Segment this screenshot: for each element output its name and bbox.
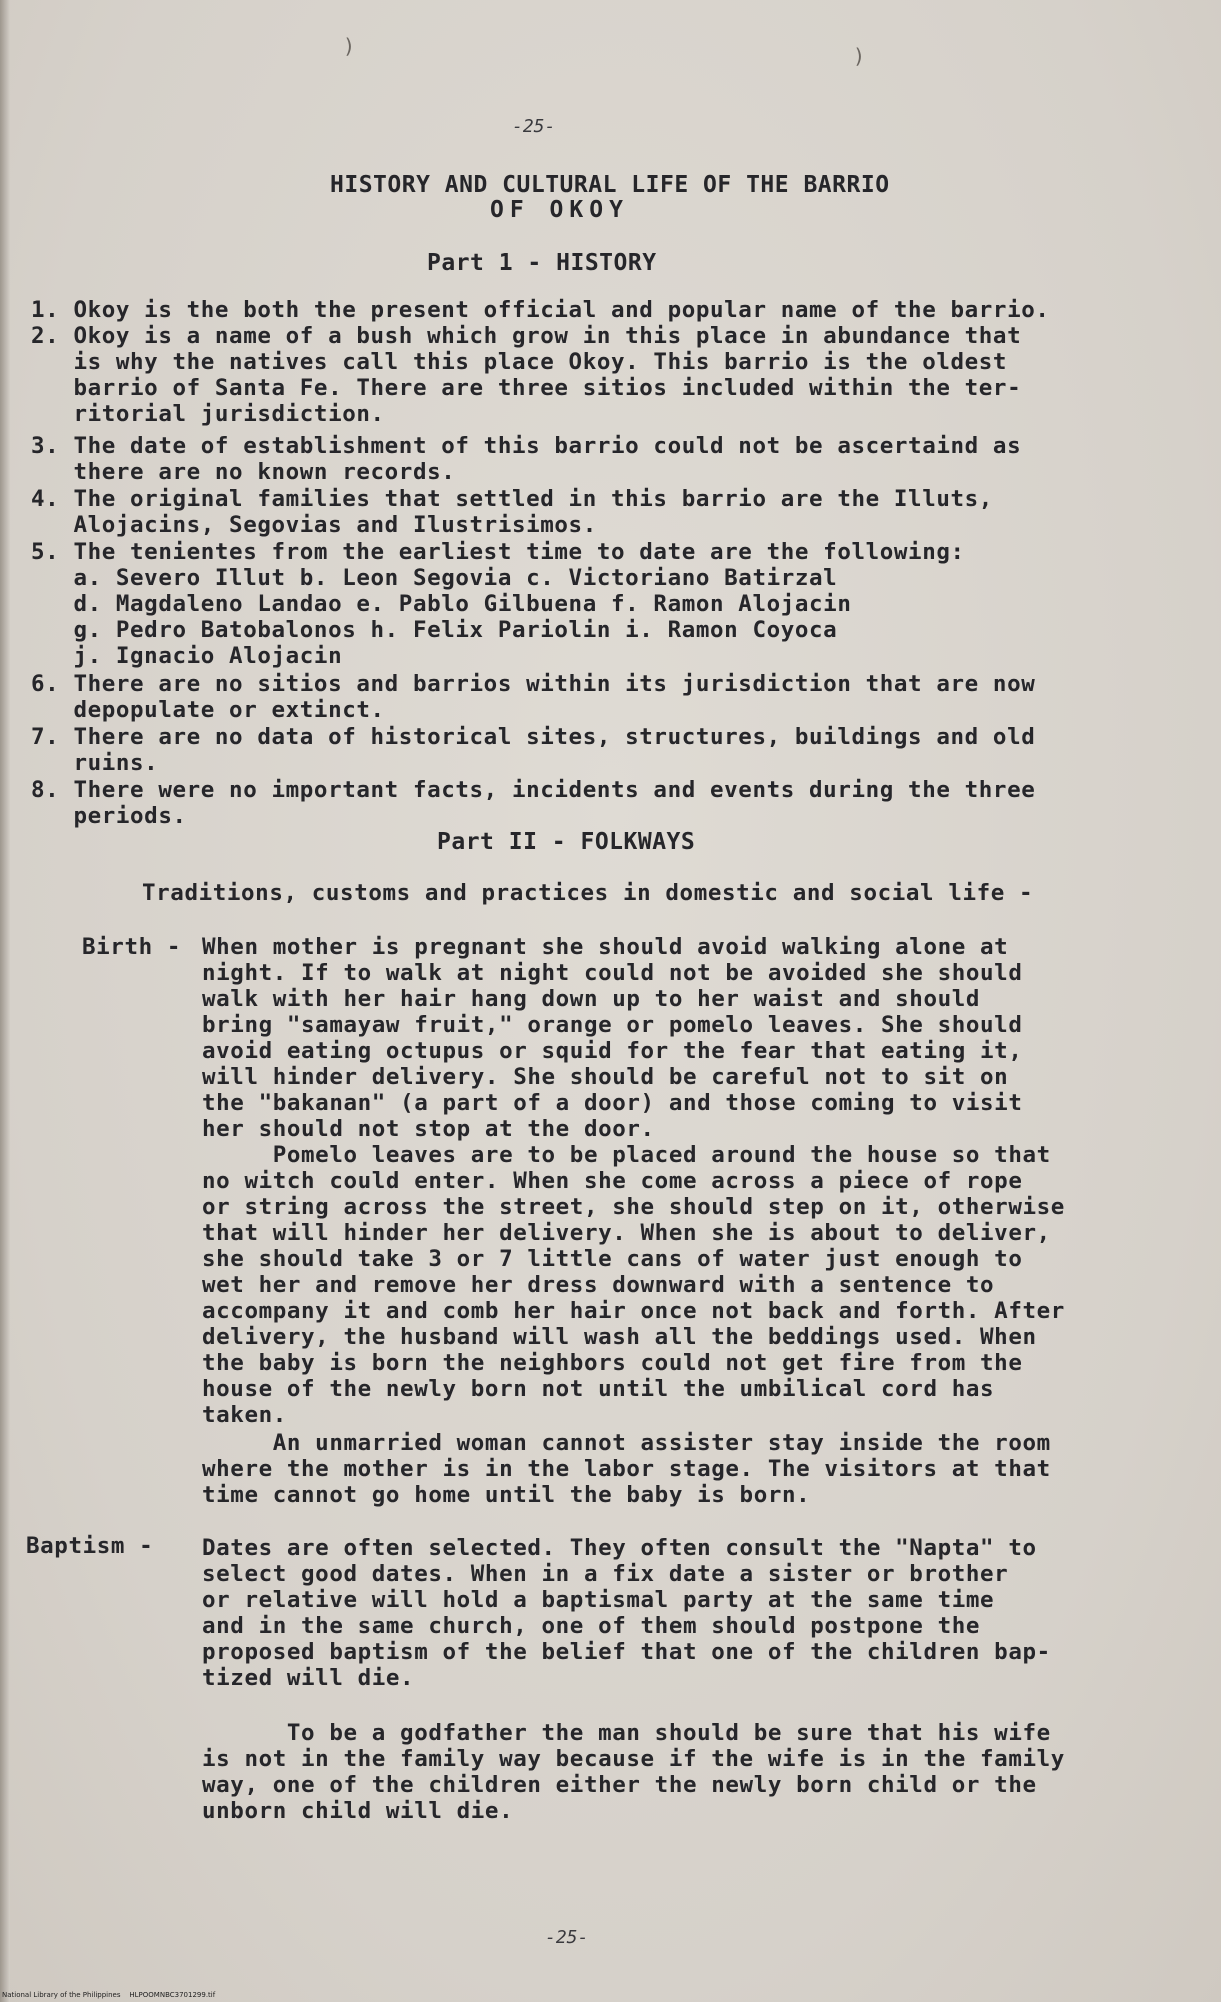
birth-line: house of the newly born not until the umbilical cord has [202, 1376, 995, 1402]
birth-line: no witch could enter. When she come across a piece of rope [202, 1168, 1023, 1194]
page-edge-shadow [0, 0, 10, 2002]
baptism-line: tized will die. [202, 1665, 415, 1691]
baptism-line: is not in the family way because if the wife is in the family [202, 1746, 1065, 1772]
birth-line: where the mother is in the labor stage. The visitors at that [202, 1456, 1051, 1482]
baptism-line: and in the same church, one of them should postpone the [202, 1613, 981, 1639]
birth-line: time cannot go home until the baby is born. [202, 1482, 811, 1508]
history-line: 2. Okoy is a name of a bush which grow in this place in abundance that [31, 323, 1022, 349]
baptism-line: proposed baptism of the belief that one of the children bap- [202, 1639, 1051, 1665]
baptism-line: or relative will hold a baptismal party at the same time [202, 1587, 995, 1613]
history-line: barrio of Santa Fe. There are three sitios included within the ter- [31, 375, 1022, 401]
baptism-line: Dates are often selected. They often consult the "Napta" to [202, 1535, 1037, 1561]
birth-line: her should not stop at the door. [202, 1116, 655, 1142]
part1-heading: Part 1 - HISTORY [427, 250, 657, 276]
history-line: ruins. [31, 750, 159, 776]
staple-hole-mark-right: ) [853, 44, 866, 68]
baptism-label: Baptism - [26, 1533, 154, 1559]
history-line: a. Severo Illut b. Leon Segovia c. Victoriano Batirzal [31, 565, 838, 591]
history-line: 6. There are no sitios and barrios within its jurisdiction that are now [31, 671, 1036, 697]
traditions-line: Traditions, customs and practices in domestic and social life - [142, 880, 1034, 906]
history-line: 3. The date of establishment of this barrio could not be ascertaind as [31, 433, 1022, 459]
birth-line: taken. [202, 1402, 287, 1428]
birth-line: the "bakanan" (a part of a door) and those coming to visit [202, 1090, 1023, 1116]
birth-line: Pomelo leaves are to be placed around the house so that [202, 1142, 1051, 1168]
birth-label: Birth - [82, 934, 182, 960]
history-line: g. Pedro Batobalonos h. Felix Pariolin i. Ramon Coyoca [31, 617, 838, 643]
birth-line: An unmarried woman cannot assister stay inside the room [202, 1430, 1051, 1456]
history-line: 1. Okoy is the both the present official and popular name of the barrio. [31, 297, 1050, 323]
page-number-bottom: -25- [545, 1927, 589, 1948]
history-line: Alojacins, Segovias and Ilustrisimos. [31, 512, 597, 538]
history-line: 7. There are no data of historical sites, structures, buildings and old [31, 724, 1036, 750]
scan-footer-label: National Library of the Philippines HLPOOMNBC3701299.tif [2, 1991, 216, 1999]
birth-line: bring "samayaw fruit," orange or pomelo leaves. She should [202, 1012, 1023, 1038]
history-line: j. Ignacio Alojacin [31, 643, 343, 669]
birth-line: the baby is born the neighbors could not get fire from the [202, 1350, 1023, 1376]
baptism-line: select good dates. When in a fix date a sister or brother [202, 1561, 1009, 1587]
birth-line: avoid eating octupus or squid for the fear that eating it, [202, 1038, 1023, 1064]
staple-hole-mark: ) [343, 34, 356, 58]
birth-line: will hinder delivery. She should be careful not to sit on [202, 1064, 1009, 1090]
history-line: ritorial jurisdiction. [31, 401, 385, 427]
history-line: depopulate or extinct. [31, 697, 385, 723]
birth-line: she should take 3 or 7 little cans of water just enough to [202, 1246, 1023, 1272]
birth-line: wet her and remove her dress downward with a sentence to [202, 1272, 995, 1298]
birth-line: night. If to walk at night could not be avoided she should [202, 960, 1023, 986]
history-line: is why the natives call this place Okoy. This barrio is the oldest [31, 349, 1008, 375]
title-line-2: OF OKOY [490, 197, 629, 223]
part2-heading: Part II - FOLKWAYS [437, 829, 696, 855]
birth-line: delivery, the husband will wash all the beddings used. When [202, 1324, 1037, 1350]
history-line: 5. The tenientes from the earliest time to date are the following: [31, 539, 965, 565]
page-number-top: -25- [512, 116, 556, 137]
history-line: d. Magdaleno Landao e. Pablo Gilbuena f. Ramon Alojacin [31, 591, 852, 617]
baptism-line: To be a godfather the man should be sure that his wife [202, 1720, 1051, 1746]
history-line: there are no known records. [31, 459, 456, 485]
birth-line: that will hinder her delivery. When she is about to deliver, [202, 1220, 1051, 1246]
baptism-line: way, one of the children either the newly born child or the [202, 1772, 1037, 1798]
birth-line: or string across the street, she should step on it, otherwise [202, 1194, 1065, 1220]
history-line: 8. There were no important facts, incidents and events during the three [31, 777, 1036, 803]
history-line: 4. The original families that settled in this barrio are the Illuts, [31, 486, 993, 512]
history-line: periods. [31, 803, 187, 829]
title-line-1: HISTORY AND CULTURAL LIFE OF THE BARRIO [330, 172, 890, 198]
baptism-line: unborn child will die. [202, 1798, 514, 1824]
birth-line: accompany it and comb her hair once not back and forth. After [202, 1298, 1065, 1324]
birth-line: walk with her hair hang down up to her waist and should [202, 986, 981, 1012]
birth-line: When mother is pregnant she should avoid walking alone at [202, 934, 1009, 960]
